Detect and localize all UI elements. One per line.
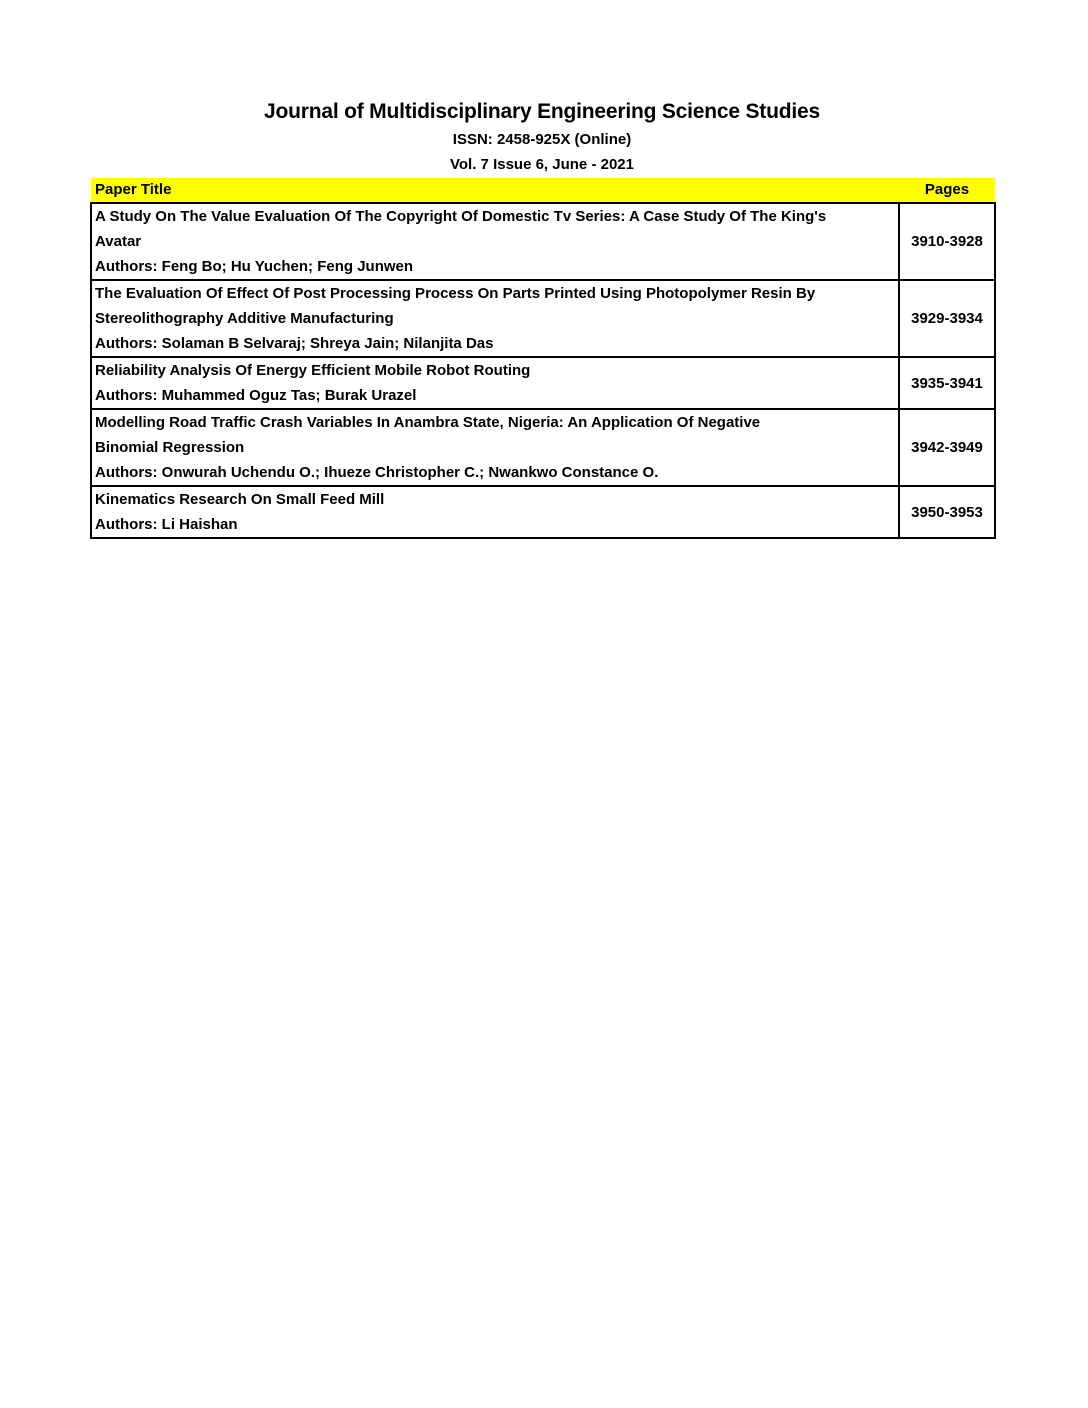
table-header-row (91, 178, 995, 203)
paper-authors: Authors: Solaman B Selvaraj; Shreya Jain; Nilanjita Das (95, 335, 494, 352)
paper-title-line: Avatar (95, 233, 142, 250)
paper-authors: Authors: Li Haishan (95, 516, 238, 533)
paper-authors: Authors: Muhammed Oguz Tas; Burak Urazel (95, 387, 417, 404)
table-row (91, 280, 995, 357)
paper-pages: 3942-3949 (899, 409, 995, 486)
paper-title-line: Modelling Road Traffic Crash Variables In Anambra State, Nigeria: An Application Of Negative (95, 414, 761, 431)
paper-title-line: A Study On The Value Evaluation Of The Copyright Of Domestic Tv Series: A Case Study Of The King's (95, 208, 827, 225)
paper-title-line: The Evaluation Of Effect Of Post Processing Process On Parts Printed Using Photopolymer Resin By (95, 285, 816, 302)
paper-title-line: Stereolithography Additive Manufacturing (95, 310, 394, 327)
paper-entry (91, 486, 899, 538)
paper-entry (91, 203, 899, 280)
table-row (91, 357, 995, 409)
paper-pages: 3935-3941 (899, 357, 995, 409)
paper-authors: Authors: Feng Bo; Hu Yuchen; Feng Junwen (95, 258, 414, 275)
table-row (91, 203, 995, 280)
paper-authors: Authors: Onwurah Uchendu O.; Ihueze Christopher C.; Nwankwo Constance O. (95, 464, 659, 481)
table-row (91, 486, 995, 538)
header-pages: Pages (899, 178, 995, 203)
paper-entry (91, 357, 899, 409)
paper-pages: 3929-3934 (899, 280, 995, 357)
journal-issn: ISSN: 2458-925X (Online) (452, 131, 632, 148)
journal-title: Journal of Multidisciplinary Engineering Science Studies (264, 100, 820, 123)
journal-volume: Vol. 7 Issue 6, June - 2021 (450, 156, 634, 173)
paper-title-line: Reliability Analysis Of Energy Efficient Mobile Robot Routing (95, 362, 531, 379)
paper-title-line: Binomial Regression (95, 439, 245, 456)
header-paper-title: Paper Title (91, 178, 899, 203)
table-of-contents (90, 178, 996, 539)
paper-pages: 3910-3928 (899, 203, 995, 280)
paper-title-line: Kinematics Research On Small Feed Mill (95, 491, 385, 508)
paper-pages: 3950-3953 (899, 486, 995, 538)
paper-entry (91, 280, 899, 357)
paper-entry (91, 409, 899, 486)
table-row (91, 409, 995, 486)
